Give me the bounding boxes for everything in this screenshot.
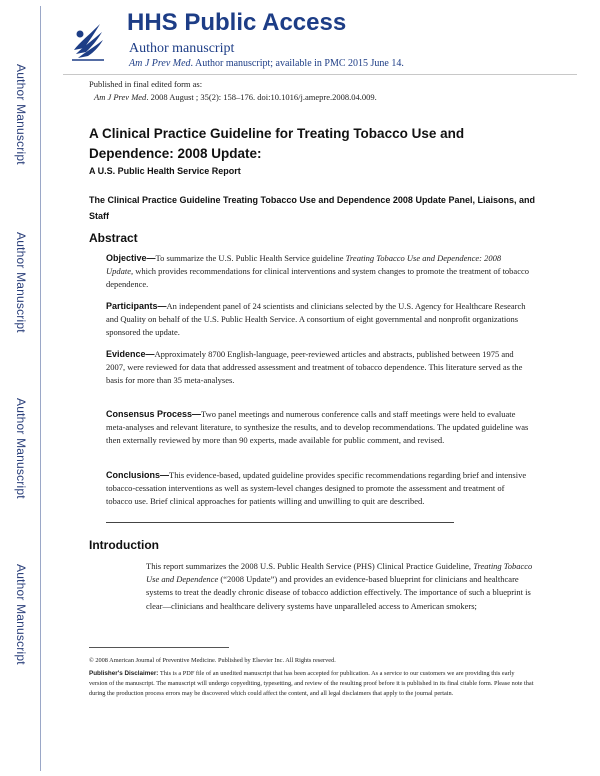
- article-subtitle: A U.S. Public Health Service Report: [89, 166, 241, 176]
- consensus-text: Two panel meetings and numerous conference calls and staff meetings were held to evaluate meta-analyses and relevant literature, to synthesize the results, and to develop recommendations. The updated guideline was then externally reviewed by more than 90 experts, made available for public comment, and revised.: [106, 409, 529, 446]
- objective-text-a: To summarize the U.S. Public Health Service guideline: [155, 253, 346, 263]
- header-rule: [63, 74, 577, 75]
- copyright-note: © 2008 American Journal of Preventive Medicine. Published by Elsevier Inc. All Rights reserved.: [89, 657, 336, 664]
- sidebar-author-manuscript-3: Author Manuscript: [14, 398, 28, 499]
- evidence-label: Evidence—: [106, 349, 155, 359]
- pmc-availability: [129, 58, 404, 69]
- introduction-paragraph: [146, 560, 541, 613]
- abstract-consensus: [106, 408, 530, 448]
- abstract-evidence: [106, 348, 530, 388]
- consensus-label: Consensus Process—: [106, 409, 202, 419]
- hhs-public-access-title: HHS Public Access: [127, 9, 347, 36]
- abstract-objective: [106, 252, 530, 292]
- availability-text: . Author manuscript; available in PMC 2015 June 14.: [190, 58, 404, 69]
- intro-text-b: (“2008 Update”) and provides an evidence-based blueprint for clinicians and healthcare systems to treat the deadly chronic disease of tobacco addiction effectively. The importance of such a blueprint is clear—clinicians and healthcare delivery systems have unparalleled access to American smokers;: [146, 574, 531, 611]
- sidebar-author-manuscript-2: Author Manuscript: [14, 232, 28, 333]
- disclaimer-text: This is a PDF file of an unedited manuscript that has been accepted for publication. As a service to our customers we are providing this early version of the manuscript. The manuscript will undergo copyediting, typesetting, and review of the resulting proof before it is published in its final citable form. Please note that during the production process errors may be discovered which could affect the content, and all legal disclaimers that apply to the journal pertain.: [89, 670, 534, 697]
- journal-name: Am J Prev Med: [129, 58, 191, 69]
- objective-text-b: which provides recommendations for clinical interventions and system changes to promote the treatment of tobacco dependence.: [106, 266, 529, 290]
- citation-journal: Am J Prev Med: [94, 92, 147, 102]
- intro-italic: Treating Tobacco Use and Dependence: [146, 561, 533, 585]
- sidebar-author-manuscript-1: Author Manuscript: [14, 64, 28, 165]
- evidence-text: Approximately 8700 English-language, peer-reviewed articles and abstracts, published between 1975 and 2007, were reviewed for data that addressed assessment and treatment of tobacco dependence. This literature served as the basis for more than 35 meta-analyses.: [106, 349, 523, 386]
- objective-italic: Treating Tobacco Use and Dependence: 2008 Update,: [106, 253, 502, 277]
- article-title: A Clinical Practice Guideline for Treating Tobacco Use and Dependence: 2008 Update:: [89, 126, 465, 161]
- abstract-participants: [106, 300, 530, 340]
- hhs-eagle-logo-icon: [70, 20, 106, 62]
- objective-label: Objective—: [106, 253, 156, 263]
- author-manuscript-label: Author manuscript: [129, 41, 235, 56]
- participants-text: An independent panel of 24 scientists and clinicians selected by the U.S. Agency for Healthcare Research and Quality on behalf of the U.S. Public Health Service. A consortium of eight governmental and nonprofit organizations sponsored the update.: [106, 301, 526, 338]
- participants-label: Participants—: [106, 301, 167, 311]
- abstract-heading: Abstract: [89, 231, 138, 245]
- article-authors: The Clinical Practice Guideline Treating Tobacco Use and Dependence 2008 Update Panel, Liaisons, and Staff: [89, 195, 535, 221]
- introduction-heading: Introduction: [89, 538, 159, 552]
- publisher-disclaimer: [89, 669, 534, 698]
- intro-text-a: This report summarizes the 2008 U.S. Public Health Service (PHS) Clinical Practice Guideline,: [146, 561, 474, 571]
- conclusions-label: Conclusions—: [106, 470, 170, 480]
- conclusions-text: This evidence-based, updated guideline provides specific recommendations regarding brief and intensive tobacco-cessation interventions as well as system-level changes designed to promote the assessment and treatment of tobacco use. Brief clinical approaches for patients willing and unwilling to quit are described.: [106, 470, 527, 507]
- sidebar-author-manuscript-4: Author Manuscript: [14, 564, 28, 665]
- abstract-conclusions: [106, 469, 530, 509]
- citation-details: . 2008 August ; 35(2): 158–176. doi:10.1016/j.amepre.2008.04.009.: [146, 92, 377, 102]
- published-label: Published in final edited form as:: [89, 79, 203, 89]
- sidebar-divider: [40, 6, 41, 771]
- citation: [94, 92, 377, 102]
- abstract-end-rule: [106, 522, 454, 523]
- disclaimer-label: Publisher's Disclaimer:: [89, 670, 159, 677]
- footnote-rule: [89, 647, 229, 648]
